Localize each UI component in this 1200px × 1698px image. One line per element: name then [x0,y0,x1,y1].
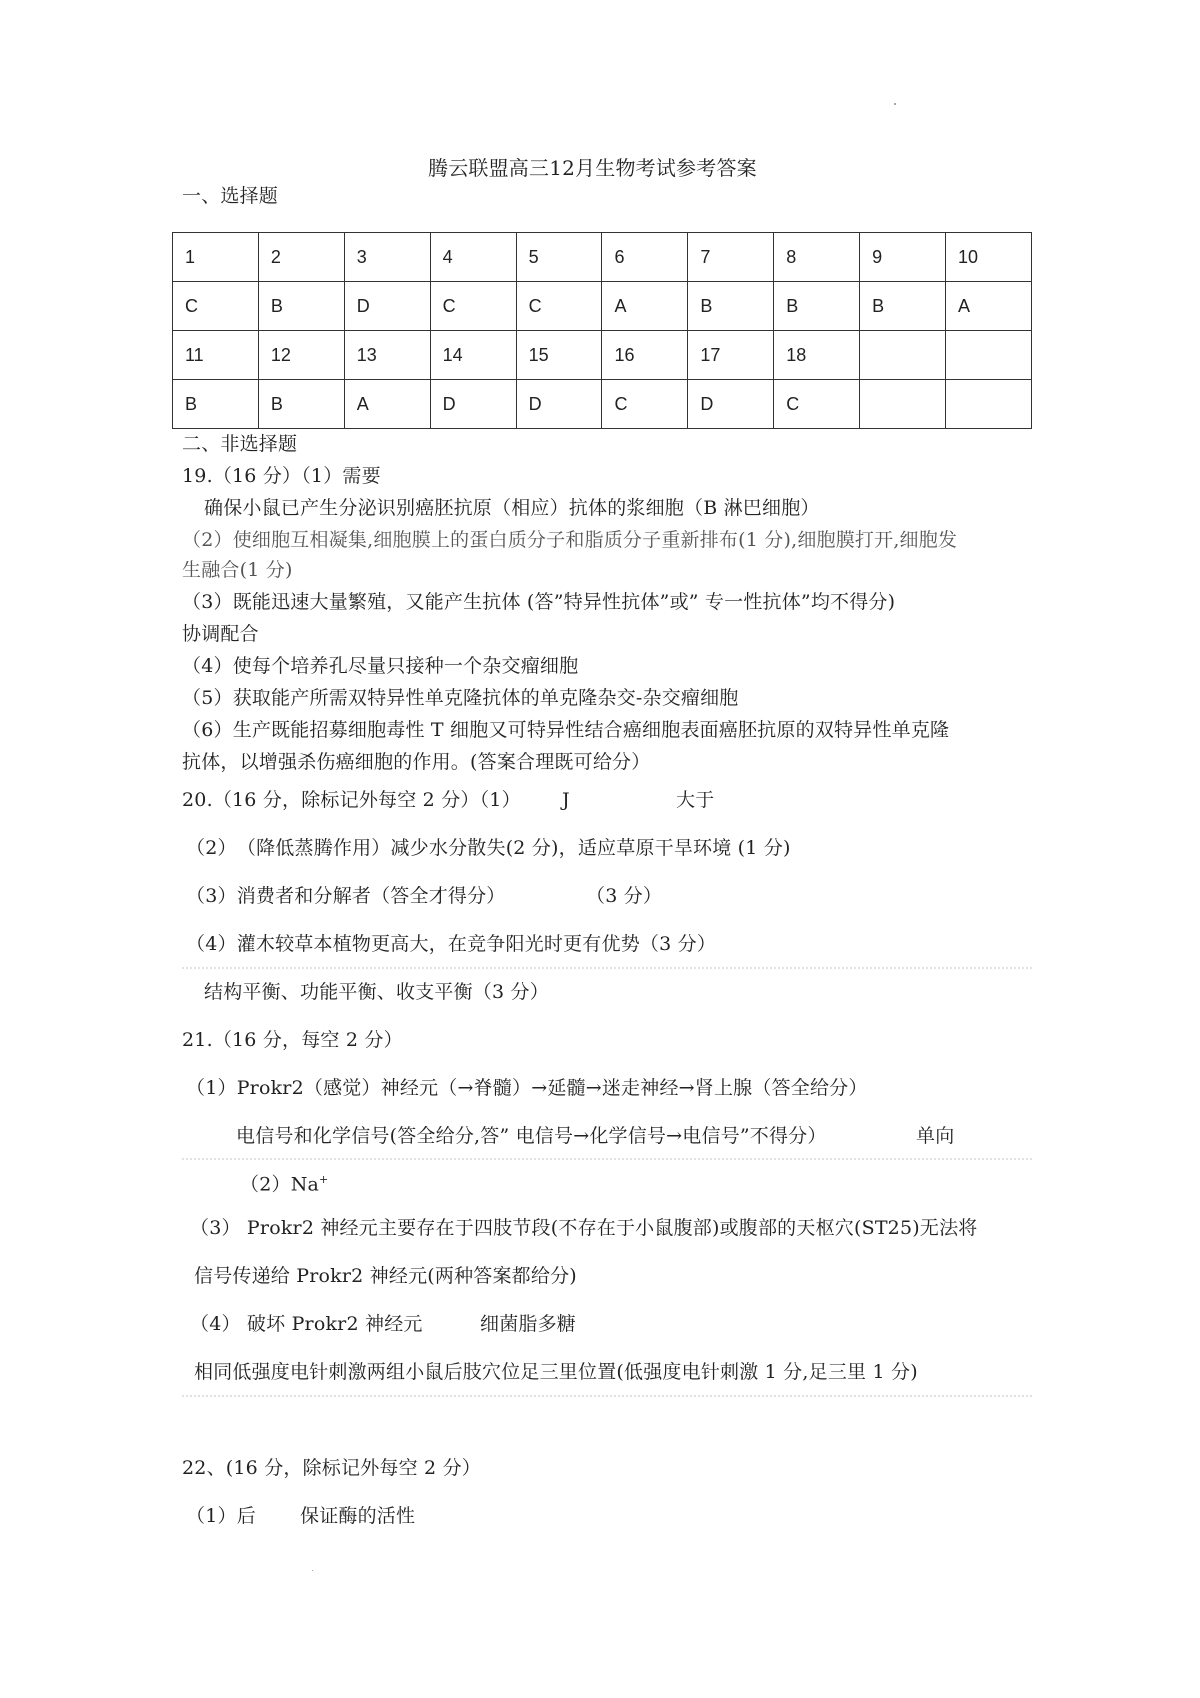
question-number-cell: 12 [258,331,344,380]
question-number-cell: 18 [774,331,860,380]
dotted-divider [182,1395,1032,1397]
answer-table-row [173,331,1032,380]
q21-line-6: （4） 破坏 Prokr2 神经元 [190,1313,423,1335]
q22-line-1-answer: 保证酶的活性 [300,1505,416,1527]
q20-answer-greater: 大于 [676,789,715,811]
answer-cell: C [774,380,860,429]
q20-heading: 20.（16 分，除标记外每空 2 分）（1） [182,789,521,811]
answer-table-row [173,380,1032,429]
question-number-cell: 8 [774,233,860,282]
answer-cell [946,380,1032,429]
question-number-cell: 5 [516,233,602,282]
answer-cell: B [258,282,344,331]
question-number-cell: 3 [344,233,430,282]
question-number-cell: 13 [344,331,430,380]
answer-cell [860,380,946,429]
answer-cell: A [946,282,1032,331]
q20-line-3-score: （3 分） [586,885,663,907]
q20-answer-j: J [562,789,570,811]
answer-cell: A [344,380,430,429]
q21-sodium-label: （2）Na [240,1173,320,1196]
answer-cell: C [602,380,688,429]
question-number-cell: 9 [860,233,946,282]
question-number-cell: 14 [430,331,516,380]
q21-line-2-direction: 单向 [916,1125,955,1147]
answer-cell: A [602,282,688,331]
answer-cell: B [173,380,259,429]
answer-cell: B [688,282,774,331]
answer-cell: B [774,282,860,331]
answer-cell: D [516,380,602,429]
q21-heading: 21.（16 分，每空 2 分） [182,1029,403,1051]
q19-line-2: 确保小鼠已产生分泌识别癌胚抗原（相应）抗体的浆细胞（B 淋巴细胞） [204,497,820,519]
question-number-cell: 15 [516,331,602,380]
q21-line-4: （3） Prokr2 神经元主要存在于四肢节段(不存在于小鼠腹部)或腹部的天枢穴(ST25)无法将 [190,1217,978,1239]
page-title: 腾云联盟高三12月生物考试参考答案 [428,156,757,180]
scan-speck [312,1570,313,1571]
q21-line-1: （1）Prokr2（感觉）神经元（→脊髓）→延髓→迷走神经→肾上腺（答全给分） [186,1077,868,1099]
q20-line-4: （4）灌木较草本植物更高大，在竞争阳光时更有优势（3 分） [186,933,717,955]
q19-line-8: （5）获取能产所需双特异性单克隆抗体的单克隆杂交-杂交瘤细胞 [182,687,739,709]
section-heading-nonchoice: 二、非选择题 [182,433,298,455]
q21-sodium-charge: + [319,1173,329,1186]
q21-line-5: 信号传递给 Prokr2 神经元(两种答案都给分) [194,1265,577,1287]
q22-heading: 22、(16 分，除标记外每空 2 分） [182,1457,481,1479]
q19-line-10: 抗体，以增强杀伤癌细胞的作用。(答案合理既可给分） [182,751,651,773]
question-number-cell: 1 [173,233,259,282]
answer-table-row [173,282,1032,331]
question-number-cell [946,331,1032,380]
answer-cell: C [173,282,259,331]
answer-cell: C [516,282,602,331]
q20-line-3: （3）消费者和分解者（答全才得分） [186,885,506,907]
q19-line-3: （2）使细胞互相凝集,细胞膜上的蛋白质分子和脂质分子重新排布(1 分),细胞膜打开,细胞发 [182,529,958,551]
answer-table-row [173,233,1032,282]
q19-line-7: （4）使每个培养孔尽量只接种一个杂交瘤细胞 [182,655,579,677]
q19-line-6: 协调配合 [182,623,259,645]
question-number-cell: 10 [946,233,1032,282]
question-number-cell: 4 [430,233,516,282]
answer-cell: D [688,380,774,429]
dotted-divider [182,1158,1032,1160]
section-heading-choice: 一、选择题 [182,185,279,207]
answer-table [172,232,1032,429]
question-number-cell: 2 [258,233,344,282]
q21-line-2: 电信号和化学信号(答全给分,答” 电信号→化学信号→电信号”不得分） [236,1125,827,1147]
answer-cell: D [344,282,430,331]
question-number-cell: 7 [688,233,774,282]
q19-line-1: 19.（16 分）（1）需要 [182,465,381,487]
question-number-cell: 16 [602,331,688,380]
question-number-cell [860,331,946,380]
q20-line-5: 结构平衡、功能平衡、收支平衡（3 分） [204,981,549,1003]
question-number-cell: 6 [602,233,688,282]
answer-cell: B [860,282,946,331]
dotted-divider [182,967,1032,969]
answer-cell: D [430,380,516,429]
q21-line-3 [240,1168,328,1196]
q19-line-5: （3）既能迅速大量繁殖，又能产生抗体 (答”特异性抗体”或” 专一性抗体”均不得分) [182,591,896,613]
q20-line-2: （2） （降低蒸腾作用）减少水分散失(2 分)，适应草原干旱环境 (1 分) [186,837,791,859]
question-number-cell: 11 [173,331,259,380]
q19-line-4: 生融合(1 分) [182,559,293,581]
question-number-cell: 17 [688,331,774,380]
q19-line-9: （6）生产既能招募细胞毒性 T 细胞又可特异性结合癌细胞表面癌胚抗原的双特异性单克隆 [182,719,950,741]
q21-line-6-answer: 细菌脂多糖 [480,1313,577,1335]
answer-cell: B [258,380,344,429]
scan-speck [894,103,896,105]
q21-line-7: 相同低强度电针刺激两组小鼠后肢穴位足三里位置(低强度电针刺激 1 分,足三里 1 分) [194,1361,918,1383]
answer-cell: C [430,282,516,331]
q22-line-1: （1）后 [186,1505,256,1527]
